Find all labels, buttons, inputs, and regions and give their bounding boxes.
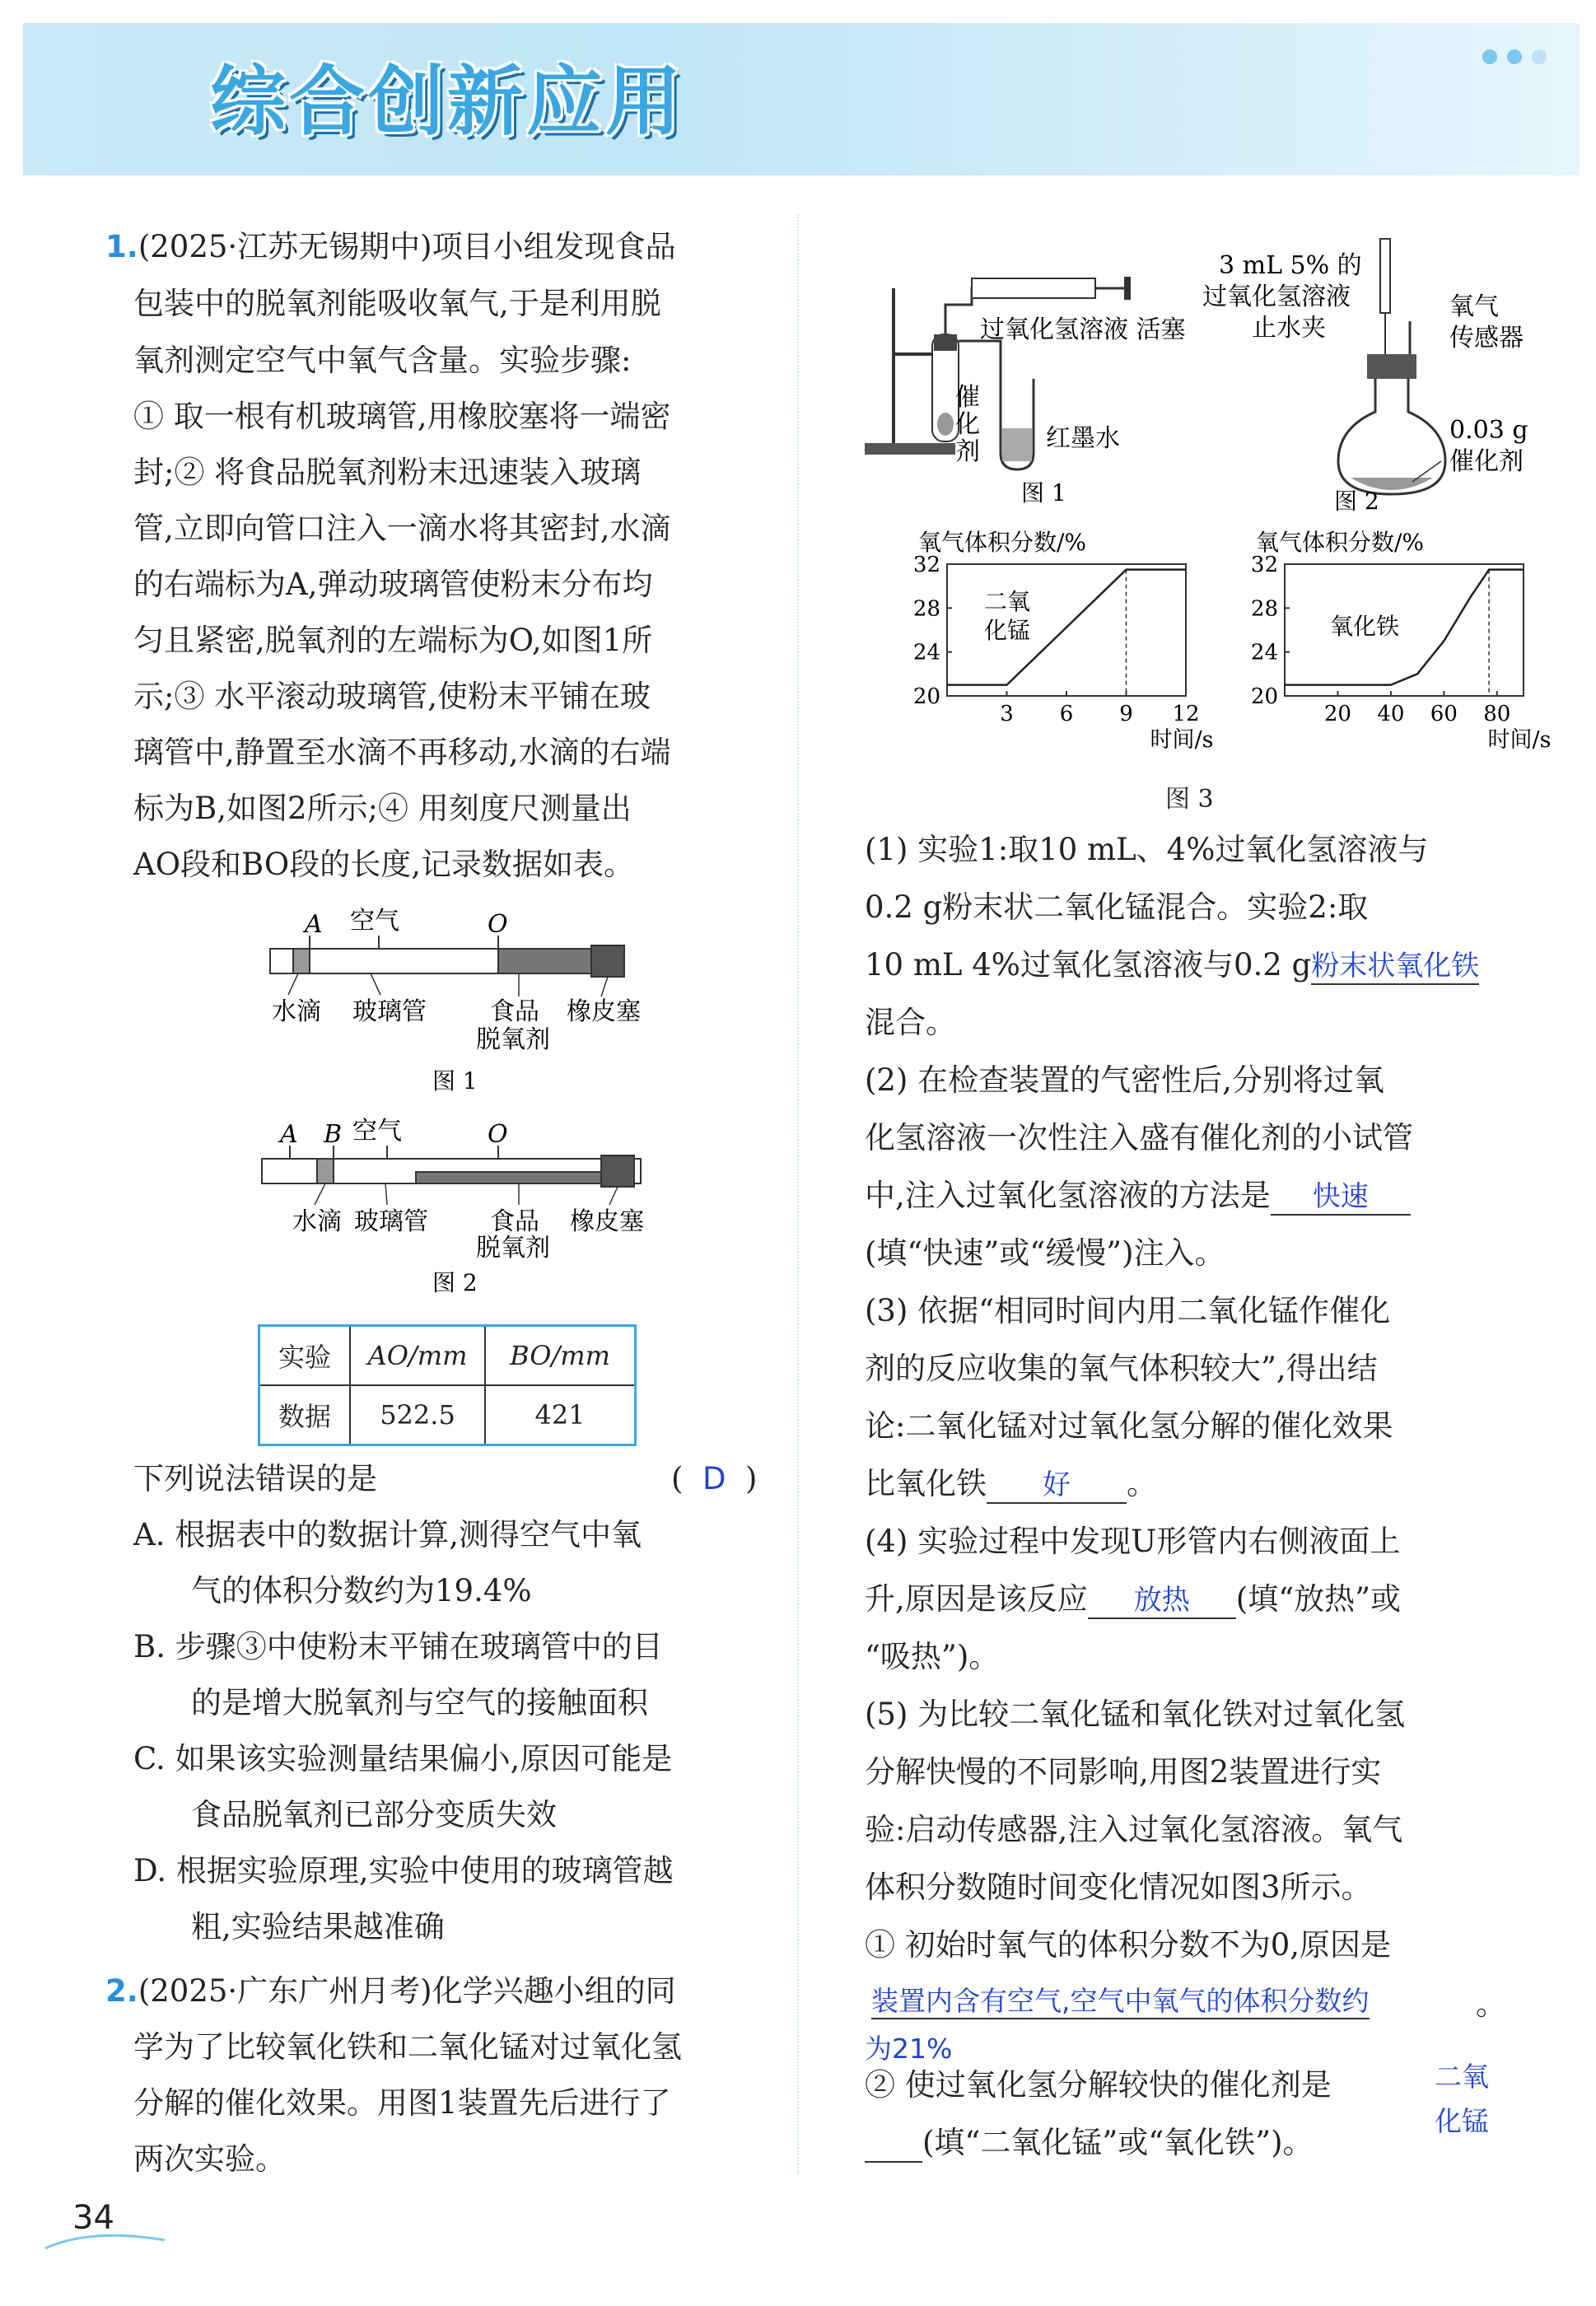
fig3-caption: 图 3	[1165, 785, 1214, 814]
q2-p5-line2: 分解快慢的不同影响,用图2装置进行实	[865, 1754, 1382, 1790]
deoxidizer	[498, 949, 595, 973]
q1-text: (2025·江苏无锡期中)项目小组发现食品	[138, 229, 676, 264]
y-tick-label: 32	[1250, 553, 1278, 577]
q2-p3-line1: (3) 依据“相同时间内用二氧化锰作催化	[865, 1293, 1391, 1328]
q1-option-b-cont: 的是增大脱氧剂与空气的接触面积	[191, 1685, 648, 1720]
q2-p5-sub2: ② 使过氧化氢分解较快的催化剂是	[865, 2067, 1332, 2103]
paren-close: )	[745, 1461, 758, 1496]
q2-p4-line1: (4) 实验过程中发现U形管内右侧液面上	[865, 1524, 1401, 1559]
q1-data-table	[258, 1324, 637, 1446]
label-food: 食品	[490, 1207, 539, 1236]
q1-line-6: 的右端标为A,弹动玻璃管使粉末分布均	[133, 567, 653, 602]
rubber-stopper	[601, 1155, 634, 1187]
paren-open: (	[671, 1461, 684, 1496]
q2-p5-answer1	[871, 1985, 1370, 2019]
label-solution: 过氧化氢溶液	[1202, 282, 1351, 311]
series-line	[1285, 570, 1524, 685]
x-tick-label: 80	[1483, 702, 1511, 726]
label-sensor: 传感器	[1449, 324, 1524, 352]
q1-answer-paren	[671, 1461, 757, 1497]
y-tick-label: 28	[1250, 596, 1278, 622]
column-divider	[797, 214, 799, 2174]
q2-line-2: 分解的催化效果。用图1装置先后进行了	[133, 2085, 671, 2121]
table-cell: BO/mm	[485, 1326, 636, 1386]
y-tick-label: 24	[912, 640, 940, 665]
q2-p5-line4: 体积分数随时间变化情况如图3所示。	[865, 1870, 1372, 1905]
label-mass: 0.03 g	[1449, 416, 1528, 445]
rubber-stopper	[591, 945, 624, 977]
q2-p5-sub2-end	[865, 2125, 1314, 2163]
iron-stand-base	[865, 443, 955, 455]
label-water: 水滴	[272, 997, 321, 1026]
label-tube: 玻璃管	[354, 1207, 428, 1236]
answer-blank: 快速	[1271, 1180, 1411, 1216]
q2-p5-answer1-cont: 为21%	[865, 2033, 953, 2065]
answer-text: 装置内含有空气,空气中氧气的体积分数约	[871, 1985, 1370, 2017]
label-clip: 止水夹	[1252, 314, 1326, 343]
x-tick-label: 3	[1000, 702, 1014, 726]
q1-line-5: 管,立即向管口注入一滴水将其密封,水滴	[133, 511, 671, 546]
q2-p5-sub1-end: 。	[1476, 1986, 1506, 2022]
plot-frame	[1285, 564, 1524, 696]
y-tick-label: 20	[912, 684, 940, 709]
section-title: 综合创新应用	[210, 58, 685, 146]
label-A: A	[305, 910, 323, 939]
q2-p3-text: 比氧化铁	[865, 1466, 987, 1501]
q1-option-c-cont: 食品脱氧剂已部分变质失效	[191, 1797, 557, 1832]
page-number: 34	[72, 2199, 114, 2237]
q2-text: (2025·广东广州月考)化学兴趣小组的同	[138, 1973, 676, 2009]
q1-option-c: C. 如果该实验测量结果偏小,原因可能是	[133, 1741, 673, 1776]
q2-p1-line1: (1) 实验1:取10 mL、4%过氧化氢溶液与	[865, 832, 1429, 867]
q2-p2-line2: 化氢溶液一次性注入盛有催化剂的小试管	[865, 1120, 1413, 1155]
label-O: O	[488, 1120, 508, 1149]
table-cell: AO/mm	[350, 1326, 485, 1386]
label-A: A	[280, 1120, 298, 1149]
water-drop	[317, 1159, 334, 1183]
label-water: 水滴	[292, 1207, 342, 1236]
series-label: 二氧	[984, 588, 1031, 615]
q2-number: 2.	[105, 1973, 138, 2009]
table-cell: 421	[485, 1385, 636, 1445]
q2-line-1: 学为了比较氧化铁和二氧化锰对过氧化氢	[133, 2029, 682, 2065]
q1-line-7: 匀且紧密,脱氧剂的左端标为O,如图1所	[133, 623, 653, 658]
series-label: 氧化铁	[1330, 613, 1400, 640]
x-tick-label: 60	[1430, 702, 1458, 726]
caption: 图 1	[432, 1067, 478, 1095]
chart-fe2o3	[1227, 527, 1556, 774]
q2-p5-text: (填“二氧化锰”或“氧化铁”)。	[922, 2125, 1314, 2160]
q2-p3-text: 。	[1127, 1466, 1157, 1501]
label-stopper: 橡皮塞	[570, 1207, 644, 1236]
q2-figure-1	[856, 255, 1219, 511]
dot-icon	[1532, 49, 1547, 64]
q1-option-a-cont: 气的体积分数约为19.4%	[191, 1573, 532, 1608]
page-swoosh	[41, 2224, 173, 2257]
y-tick-label: 24	[1250, 640, 1278, 665]
label-O: O	[488, 910, 508, 939]
q2-p2-text: 中,注入过氧化氢溶液的方法是	[865, 1178, 1271, 1213]
table-cell: 实验	[259, 1326, 351, 1386]
q2-line-3: 两次实验。	[133, 2141, 286, 2177]
label-air: 空气	[352, 1117, 402, 1146]
series-label: 化锰	[984, 617, 1031, 644]
label-syringe: 过氧化氢溶液 活塞	[980, 315, 1186, 344]
table-row	[259, 1385, 636, 1445]
q2-p1-text: 10 mL 4%过氧化氢溶液与0.2 g	[865, 947, 1312, 983]
dot-icon	[1507, 49, 1522, 64]
q1-answer: D	[702, 1461, 726, 1496]
label-solution: 3 mL 5% 的	[1219, 251, 1362, 280]
label-ink: 红墨水	[1046, 424, 1120, 453]
label-food: 食品	[490, 997, 539, 1026]
answer-blank-line	[865, 2125, 922, 2163]
chart-title: 氧气体积分数/%	[918, 529, 1087, 556]
q2-p5-line3: 验:启动传感器,注入过氧化氢溶液。氧气	[865, 1812, 1403, 1847]
x-tick-label: 9	[1119, 702, 1133, 726]
label-oxygen: 氧气	[1449, 292, 1499, 321]
deoxidizer-spread	[416, 1172, 614, 1183]
q1-option-d: D. 根据实验原理,实验中使用的玻璃管越	[133, 1853, 674, 1888]
q1-line-9: 璃管中,静置至水滴不再移动,水滴的右端	[133, 735, 671, 770]
q2-p4-text: (填“放热”或	[1235, 1581, 1402, 1617]
answer-blank: 好	[987, 1468, 1127, 1504]
y-tick-label: 32	[912, 553, 940, 577]
q2-p1-line2: 0.2 g粉末状二氧化锰混合。实验2:取	[865, 889, 1369, 925]
caption: 图 2	[1334, 488, 1379, 515]
q2-p5-answer2a: 二氧	[1435, 2061, 1489, 2093]
q2-line-0	[105, 1973, 676, 2010]
syringe	[1380, 239, 1390, 313]
q2-p2-line1: (2) 在检查装置的气密性后,分别将过氧	[865, 1062, 1384, 1098]
label-catalyst: 化	[955, 410, 980, 439]
q1-line-4: 封;② 将食品脱氧剂粉末迅速装入玻璃	[133, 455, 642, 490]
q2-p5-answer2b: 化锰	[1435, 2105, 1489, 2137]
q2-p4-text: 升,原因是该反应	[865, 1581, 1088, 1617]
q2-p1-line4: 混合。	[865, 1005, 956, 1040]
q1-line-1: 包装中的脱氧剂能吸收氧气,于是利用脱	[133, 286, 661, 321]
plot-frame	[947, 564, 1186, 696]
table-cell: 522.5	[350, 1385, 485, 1445]
q1-line-8: 示;③ 水平滚动玻璃管,使粉末平铺在玻	[133, 679, 651, 714]
label-tube: 玻璃管	[352, 997, 427, 1026]
q1-figure-1	[247, 906, 659, 1095]
q2-p3-line3: 论:二氧化锰对过氧化氢分解的催化效果	[865, 1408, 1393, 1444]
x-tick-label: 20	[1323, 702, 1351, 726]
q2-p1-line3	[865, 947, 1479, 985]
chart-mno2	[889, 527, 1214, 774]
label-deoxidizer: 脱氧剂	[476, 1025, 550, 1054]
syringe-barrel	[972, 278, 1095, 298]
flask	[1338, 379, 1445, 494]
q1-option-d-cont: 粗,实验结果越准确	[191, 1909, 445, 1944]
q1-option-b: B. 步骤③中使粉末平铺在玻璃管中的目	[133, 1629, 663, 1664]
x-axis-label: 时间/s	[1487, 727, 1552, 753]
q2-p5-sub1: ① 初始时氧气的体积分数不为0,原因是	[865, 1927, 1392, 1963]
series-line	[947, 570, 1186, 685]
table-row	[259, 1326, 636, 1386]
label-air: 空气	[350, 907, 399, 936]
header-dots	[1472, 49, 1547, 68]
q2-p3-line4	[865, 1466, 1157, 1504]
table-cell: 数据	[259, 1385, 351, 1445]
q2-p4-line2	[865, 1581, 1401, 1619]
x-axis-label: 时间/s	[1150, 727, 1214, 753]
caption: 图 1	[1021, 479, 1066, 506]
q2-p4-line3: “吸热”)。	[865, 1639, 1000, 1674]
catalyst-in-tube	[937, 413, 954, 436]
q2-p3-line2: 剂的反应收集的氧气体积较大”,得出结	[865, 1351, 1378, 1386]
label-deoxidizer: 脱氧剂	[476, 1234, 550, 1263]
y-tick-label: 28	[912, 596, 940, 622]
q1-line-2: 氧剂测定空气中氧气含量。实验步骤:	[133, 343, 632, 378]
q1-stem: 下列说法错误的是	[133, 1461, 377, 1496]
water-drop	[293, 949, 310, 973]
q2-p5-line1: (5) 为比较二氧化锰和氧化铁对过氧化氢	[865, 1697, 1406, 1732]
q2-figure-2	[1202, 231, 1581, 515]
y-tick-label: 20	[1250, 684, 1278, 709]
q1-option-a: A. 根据表中的数据计算,测得空气中氧	[133, 1517, 642, 1552]
q1-line-0	[105, 229, 676, 265]
x-tick-label: 40	[1377, 702, 1405, 726]
stopper	[1367, 354, 1416, 379]
answer-blank: 放热	[1088, 1584, 1236, 1619]
q1-figure-2	[247, 1108, 659, 1305]
label-B: B	[324, 1120, 343, 1149]
label-catalyst: 催化剂	[1449, 447, 1524, 476]
q1-number: 1.	[105, 229, 138, 264]
chart-title: 氧气体积分数/%	[1256, 529, 1425, 556]
dot-icon	[1482, 49, 1497, 64]
answer-blank: 粉末状氧化铁	[1311, 950, 1479, 985]
x-tick-label: 12	[1172, 702, 1200, 726]
q1-line-3: ① 取一根有机玻璃管,用橡胶塞将一端密	[133, 399, 671, 434]
q2-p2-line4: (填“快速”或“缓慢”)注入。	[865, 1235, 1225, 1271]
label-catalyst: 催	[955, 383, 980, 412]
label-stopper: 橡皮塞	[567, 997, 641, 1026]
q1-line-11: AO段和BO段的长度,记录数据如表。	[133, 847, 635, 882]
x-tick-label: 6	[1059, 702, 1074, 726]
caption: 图 2	[432, 1269, 478, 1296]
label-catalyst: 剂	[955, 437, 980, 466]
q2-p2-line3	[865, 1178, 1411, 1216]
q1-line-10: 标为B,如图2所示;④ 用刻度尺测量出	[133, 791, 632, 826]
